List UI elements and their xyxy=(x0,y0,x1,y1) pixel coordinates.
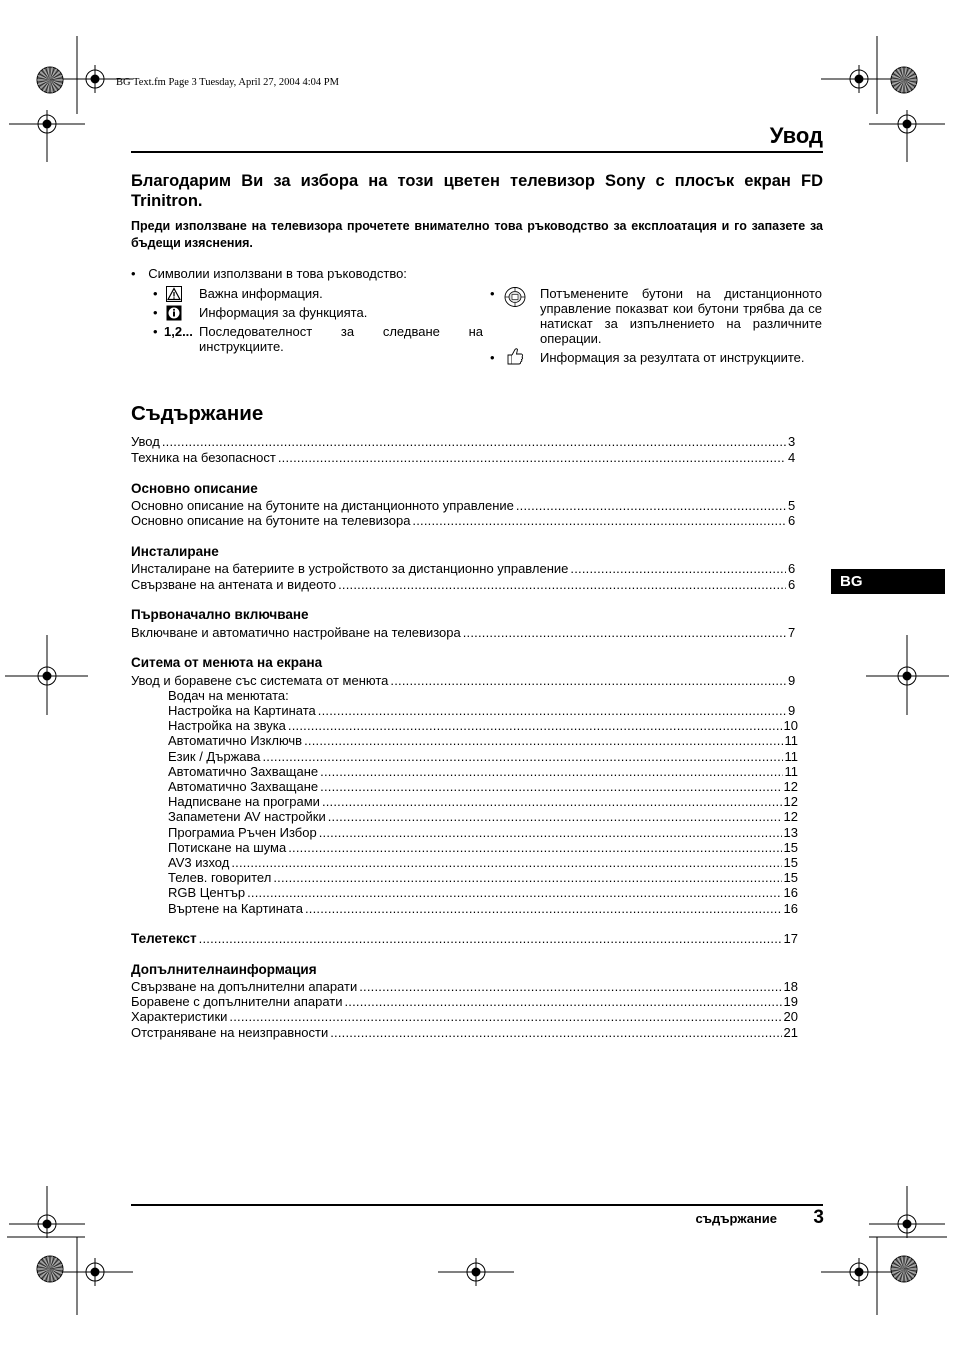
toc-subentry[interactable] xyxy=(168,794,798,809)
page-title: Увод xyxy=(769,123,823,148)
bullet: • xyxy=(131,266,136,281)
toc-page-number: 6 xyxy=(788,513,796,528)
toc-page-number: 12 xyxy=(783,809,798,825)
toc-entry-label: Основно описание на бутоните на дистанционното управление xyxy=(131,498,514,513)
toc-section-heading: Ситема от менюта на екрана xyxy=(131,655,323,670)
symbols-intro xyxy=(131,266,407,281)
toc-entry-label: Въртене на Картината xyxy=(168,900,303,916)
toc-entry[interactable] xyxy=(131,625,798,640)
toc-entry-label: Автоматично Захващане xyxy=(168,763,319,779)
toc-page-number: 3 xyxy=(788,434,796,449)
toc-page-number: 11 xyxy=(784,763,798,779)
toc-entry-label: Телев. говорител xyxy=(168,870,272,886)
toc-leader xyxy=(305,901,782,916)
toc-section-heading: Първоначално включване xyxy=(131,607,309,622)
toc-subentry[interactable] xyxy=(168,825,798,840)
toc-entry[interactable] xyxy=(131,577,798,592)
toc-leader xyxy=(319,825,782,840)
toc-entry-label: Надписване на програми xyxy=(168,794,320,810)
symbol-sequence-text: Последователност за следване на инструкциите. xyxy=(199,324,483,354)
warning-icon xyxy=(166,286,182,302)
toc-leader xyxy=(288,718,782,733)
toc-page-number: 12 xyxy=(783,779,798,794)
menu-guide-label: Водач на менютата: xyxy=(168,688,289,703)
language-tab: BG xyxy=(831,569,945,594)
toc-page-number: 15 xyxy=(783,855,798,870)
toc-subentry[interactable] xyxy=(168,749,798,764)
toc-leader xyxy=(199,931,782,946)
toc-leader xyxy=(390,673,786,688)
toc-section-heading: Основно описание xyxy=(131,481,258,496)
toc-entry[interactable] xyxy=(131,673,798,688)
toc-leader xyxy=(229,1009,781,1024)
thumbs-up-icon xyxy=(505,346,525,366)
toc-page-number: 13 xyxy=(783,824,798,840)
toc-subentry[interactable] xyxy=(168,779,798,794)
toc-page-number: 18 xyxy=(783,979,798,994)
toc-entry-label: RGB Център xyxy=(168,885,246,901)
toc-leader xyxy=(412,513,786,528)
remote-button-icon xyxy=(504,286,526,308)
toc-entry-label: Настройка на звука xyxy=(168,718,286,734)
toc-page-number: 6 xyxy=(788,577,796,592)
page-number: 3 xyxy=(813,1207,824,1228)
bullet: • xyxy=(490,286,495,301)
bullet: • xyxy=(153,286,158,301)
toc-leader xyxy=(263,749,783,764)
toc-section-heading: Допълнителнаинформация xyxy=(131,962,317,977)
toc-entry[interactable] xyxy=(131,450,798,465)
toc-entry-label: Свързване на антената и видеото xyxy=(131,577,337,592)
toc-leader xyxy=(273,870,781,885)
intro-notice: Преди използване на телевизора прочетете внимателно това ръководство за експлоатация и го запазете за бъдещи изяснения. xyxy=(131,219,823,250)
toc-subentry[interactable] xyxy=(168,901,798,916)
toc-section-heading: Инсталиране xyxy=(131,544,219,559)
toc-entry[interactable] xyxy=(131,434,798,449)
toc-leader xyxy=(318,703,786,718)
toc-leader xyxy=(231,855,781,870)
toc-subentry[interactable] xyxy=(168,764,798,779)
toc-entry-label: Запаметени AV настройки xyxy=(168,809,326,825)
toc-entry[interactable] xyxy=(131,1025,798,1040)
toc-page-number: 7 xyxy=(788,625,796,640)
footer-section-label: съдържание xyxy=(695,1211,777,1226)
toc-leader xyxy=(278,450,786,465)
sequence-marker: 1,2... xyxy=(164,324,193,339)
toc-entry-label: AV3 изход xyxy=(168,855,230,870)
toc-leader xyxy=(463,625,786,640)
toc-entry-label: Автоматично Изключв xyxy=(168,733,303,749)
toc-entry[interactable] xyxy=(131,498,798,513)
toc-leader xyxy=(304,733,782,748)
toc-leader xyxy=(570,561,786,576)
toc-page-number: 17 xyxy=(783,931,798,946)
toc-leader xyxy=(516,498,786,513)
bullet: • xyxy=(153,324,158,339)
toc-subentry[interactable] xyxy=(168,718,798,733)
toc-subentry[interactable] xyxy=(168,840,798,855)
toc-entry[interactable] xyxy=(131,513,798,528)
toc-page-number: 21 xyxy=(783,1025,798,1040)
toc-page-number: 11 xyxy=(784,733,798,749)
toc-subentry[interactable] xyxy=(168,703,798,718)
bullet: • xyxy=(153,305,158,320)
toc-leader xyxy=(345,994,782,1009)
toc-entry-label: Боравене с допълнителни апарати xyxy=(131,994,343,1009)
toc-entry-label: Настройка на Картината xyxy=(168,703,316,718)
symbol-info-text: Информация за функцията. xyxy=(199,305,368,320)
toc-leader xyxy=(247,885,781,900)
toc-leader xyxy=(359,979,781,994)
toc-leader xyxy=(322,794,782,809)
toc-leader xyxy=(162,434,786,449)
toc-leader xyxy=(288,840,781,855)
toc-subentry[interactable] xyxy=(168,855,798,870)
toc-entry-label: Техника на безопасност xyxy=(131,450,276,465)
toc-leader xyxy=(338,577,786,592)
toc-leader xyxy=(330,1025,781,1040)
toc-entry-label: Увод и боравене със системата от менюта xyxy=(131,673,389,688)
toc-entry-label: Автоматично Захващане xyxy=(168,779,319,794)
toc-subentry[interactable] xyxy=(168,885,798,900)
toc-page-number: 4 xyxy=(788,450,796,465)
toc-page-number: 9 xyxy=(788,703,796,718)
toc-page-number: 5 xyxy=(788,498,796,513)
toc-entry[interactable] xyxy=(131,1009,798,1024)
symbol-warning-text: Важна информация. xyxy=(199,286,323,301)
toc-page-number: 12 xyxy=(783,794,798,810)
header-rule xyxy=(131,151,823,153)
toc-page-number: 6 xyxy=(788,561,796,576)
toc-entry-label: Основно описание на бутоните на телевизора xyxy=(131,513,411,528)
toc-page-number: 15 xyxy=(783,870,798,886)
intro-heading: Благодарим Ви за избора на този цветен телевизор Sony с плосък екран FD Trinitron. xyxy=(131,172,823,210)
symbol-remote-text: Потъменените бутони на дистанционното управление показват кои бутони трябва да се натискат за изпълнението на различните операции. xyxy=(540,286,822,346)
toc-entry-label: Потискане на шума xyxy=(168,839,287,855)
toc-section-heading: Телетекст xyxy=(131,931,197,946)
toc-title: Съдържание xyxy=(131,402,264,425)
toc-subentry[interactable] xyxy=(168,733,798,748)
bullet: • xyxy=(490,350,495,365)
toc-entry-label: Характеристики xyxy=(131,1009,228,1024)
toc-page-number: 10 xyxy=(783,718,798,734)
toc-subentry[interactable] xyxy=(168,809,798,824)
toc-page-number: 9 xyxy=(788,673,796,688)
toc-subentry[interactable] xyxy=(168,870,798,885)
footer-rule xyxy=(131,1204,823,1206)
toc-leader xyxy=(328,809,782,824)
toc-page-number: 19 xyxy=(783,994,798,1009)
toc-leader xyxy=(320,779,781,794)
toc-entry[interactable] xyxy=(131,561,798,576)
toc-entry-label: Инсталиране на батериите в устройството за дистанционно управление xyxy=(131,561,569,576)
symbol-result-text: Информация за резултата от инструкциите. xyxy=(540,350,805,365)
symbols-intro-text: Символии използвани в това ръководство: xyxy=(148,266,407,281)
toc-entry[interactable] xyxy=(131,979,798,994)
toc-entry-label: Език / Държава xyxy=(168,748,261,764)
toc-leader xyxy=(320,764,782,779)
toc-page-number: 16 xyxy=(783,900,798,916)
toc-entry-teletext[interactable] xyxy=(131,931,798,946)
toc-entry-label: Увод xyxy=(131,434,160,449)
toc-page-number: 20 xyxy=(783,1009,798,1024)
toc-entry-label: Програмиа Ръчен Избор xyxy=(168,824,317,840)
toc-entry-label: Включване и автоматично настройване на телевизора xyxy=(131,625,461,640)
toc-page-number: 16 xyxy=(783,885,798,901)
toc-page-number: 11 xyxy=(784,748,798,764)
toc-entry-label: Свързване на допълнителни апарати xyxy=(131,979,358,994)
info-icon xyxy=(166,305,182,321)
print-file-info: BG Text.fm Page 3 Tuesday, April 27, 2004 4:04 PM xyxy=(116,77,339,88)
toc-entry[interactable] xyxy=(131,994,798,1009)
toc-entry-label: Отстраняване на неизправности xyxy=(131,1025,329,1040)
toc-page-number: 15 xyxy=(783,839,798,855)
